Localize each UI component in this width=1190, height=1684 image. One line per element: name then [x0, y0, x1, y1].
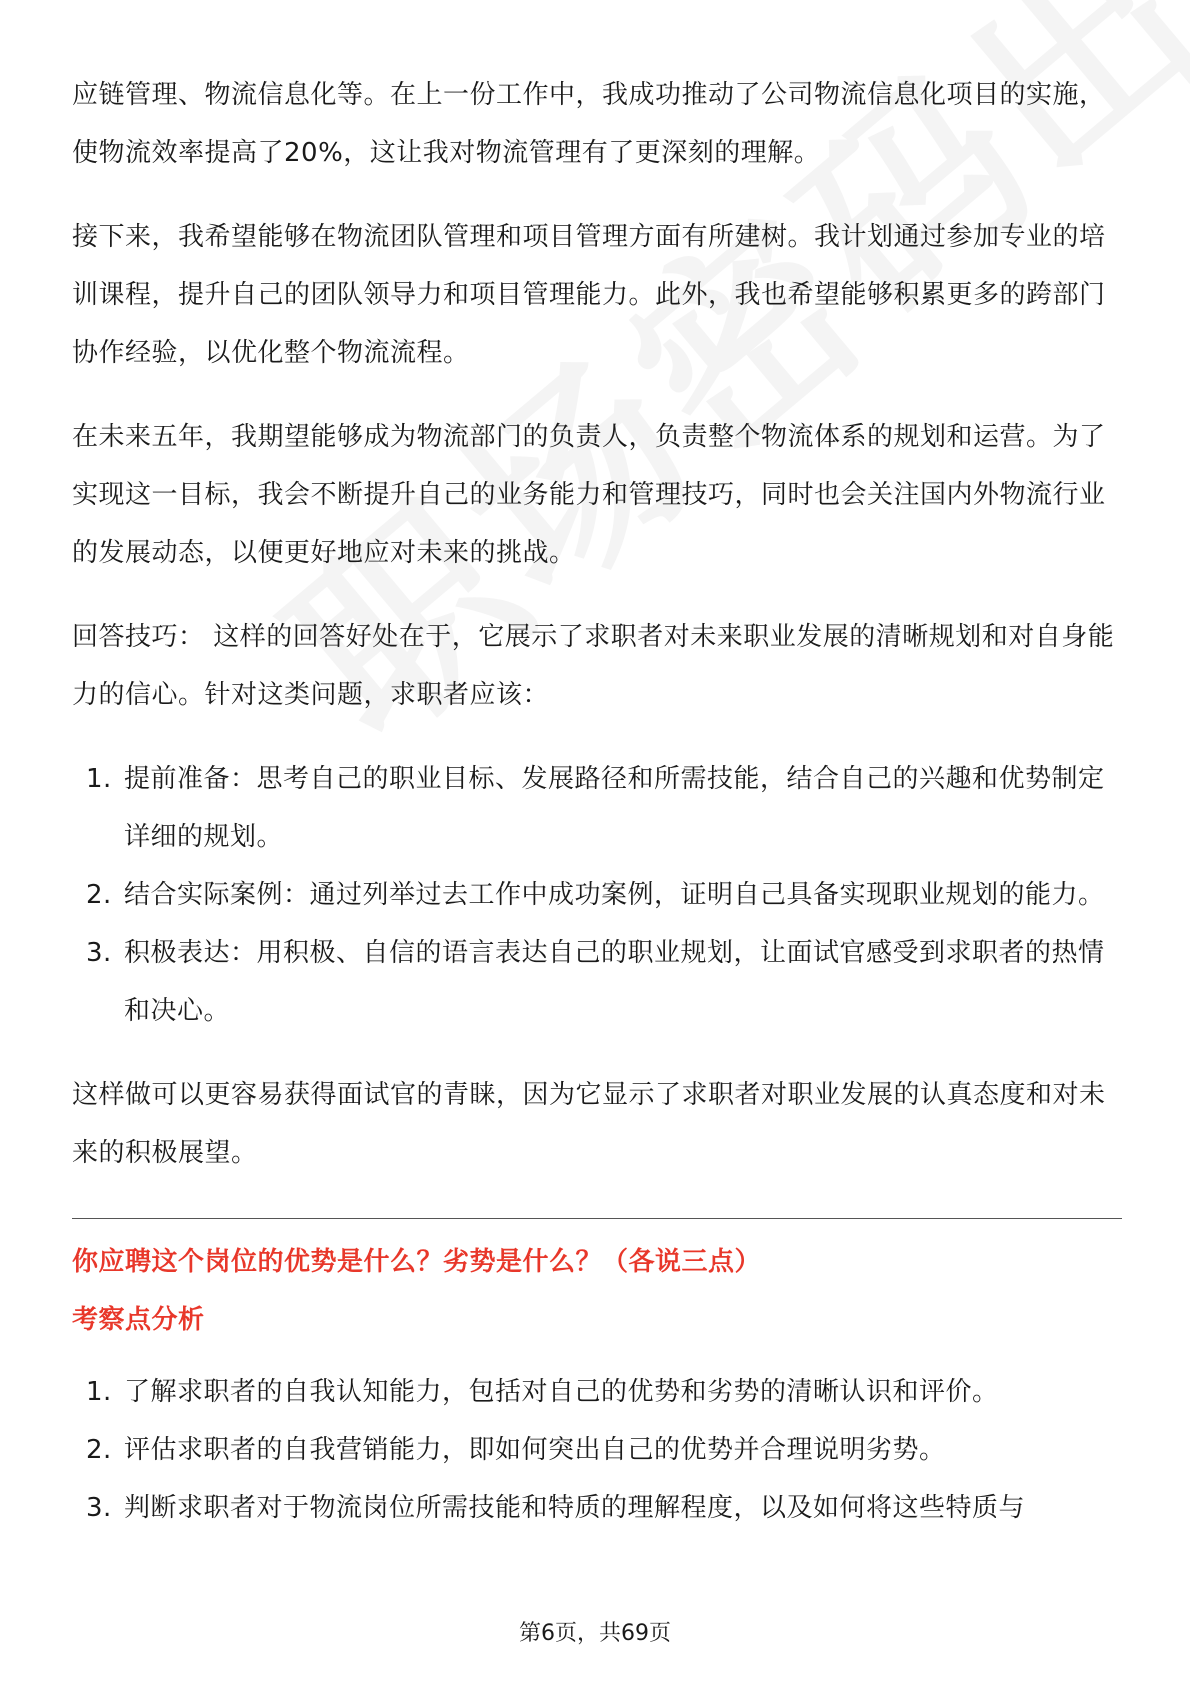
analysis-heading: 考察点分析 [72, 1305, 205, 1335]
paragraph-3: 在未来五年，我期望能够成为物流部门的负责人，负责整个物流体系的规划和运营。为了实现这一目标，我会不断提升自己的业务能力和管理技巧，同时也会关注国内外物流行业的发展动态，以便更好地应对未来的挑战。 [72, 422, 1106, 568]
page-footer: 第6页，共69页 [519, 1621, 671, 1646]
list-item [72, 1363, 1122, 1421]
closing-paragraph: 这样做可以更容易获得面试官的青睐，因为它显示了求职者对职业发展的认真态度和对未来的积极展望。 [72, 1080, 1106, 1168]
list-item [72, 924, 1122, 1040]
list-text: 提前准备：思考自己的职业目标、发展路径和所需技能，结合自己的兴趣和优势制定详细的规划。 [124, 764, 1105, 852]
question-title: 你应聘这个岗位的优势是什么？劣势是什么？（各说三点） [72, 1247, 762, 1277]
section-divider [72, 1218, 1122, 1219]
list-text: 评估求职者的自我营销能力，即如何突出自己的优势并合理说明劣势。 [124, 1435, 946, 1465]
document-page [72, 66, 1122, 1563]
list-text: 积极表达：用积极、自信的语言表达自己的职业规划，让面试官感受到求职者的热情和决心。 [124, 938, 1105, 1026]
list-number: 2. [86, 880, 112, 910]
paragraph-2: 接下来，我希望能够在物流团队管理和项目管理方面有所建树。我计划通过参加专业的培训课程，提升自己的团队领导力和项目管理能力。此外，我也希望能够积累更多的跨部门协作经验，以优化整个物流流程。 [72, 222, 1106, 368]
list-number: 1. [86, 764, 112, 794]
list-item [72, 750, 1122, 866]
list-number: 3. [86, 938, 112, 968]
paragraph-1: 应链管理、物流信息化等。在上一份工作中，我成功推动了公司物流信息化项目的实施，使物流效率提高了20%，这让我对物流管理有了更深刻的理解。 [72, 80, 1106, 168]
list-item [72, 866, 1122, 924]
list-number: 1. [86, 1377, 112, 1407]
list-text: 判断求职者对于物流岗位所需技能和特质的理解程度，以及如何将这些特质与 [124, 1493, 1026, 1523]
tips-list [72, 750, 1122, 1040]
list-text: 了解求职者的自我认知能力，包括对自己的优势和劣势的清晰认识和评价。 [124, 1377, 999, 1407]
answer-tips-paragraph: 回答技巧： 这样的回答好处在于，它展示了求职者对未来职业发展的清晰规划和对自身能力的信心。针对这类问题，求职者应该： [72, 622, 1115, 710]
list-number: 2. [86, 1435, 112, 1465]
analysis-list [72, 1363, 1122, 1537]
list-text: 结合实际案例：通过列举过去工作中成功案例，证明自己具备实现职业规划的能力。 [124, 880, 1105, 910]
list-item [72, 1421, 1122, 1479]
list-number: 3. [86, 1493, 112, 1523]
list-item [72, 1479, 1122, 1537]
